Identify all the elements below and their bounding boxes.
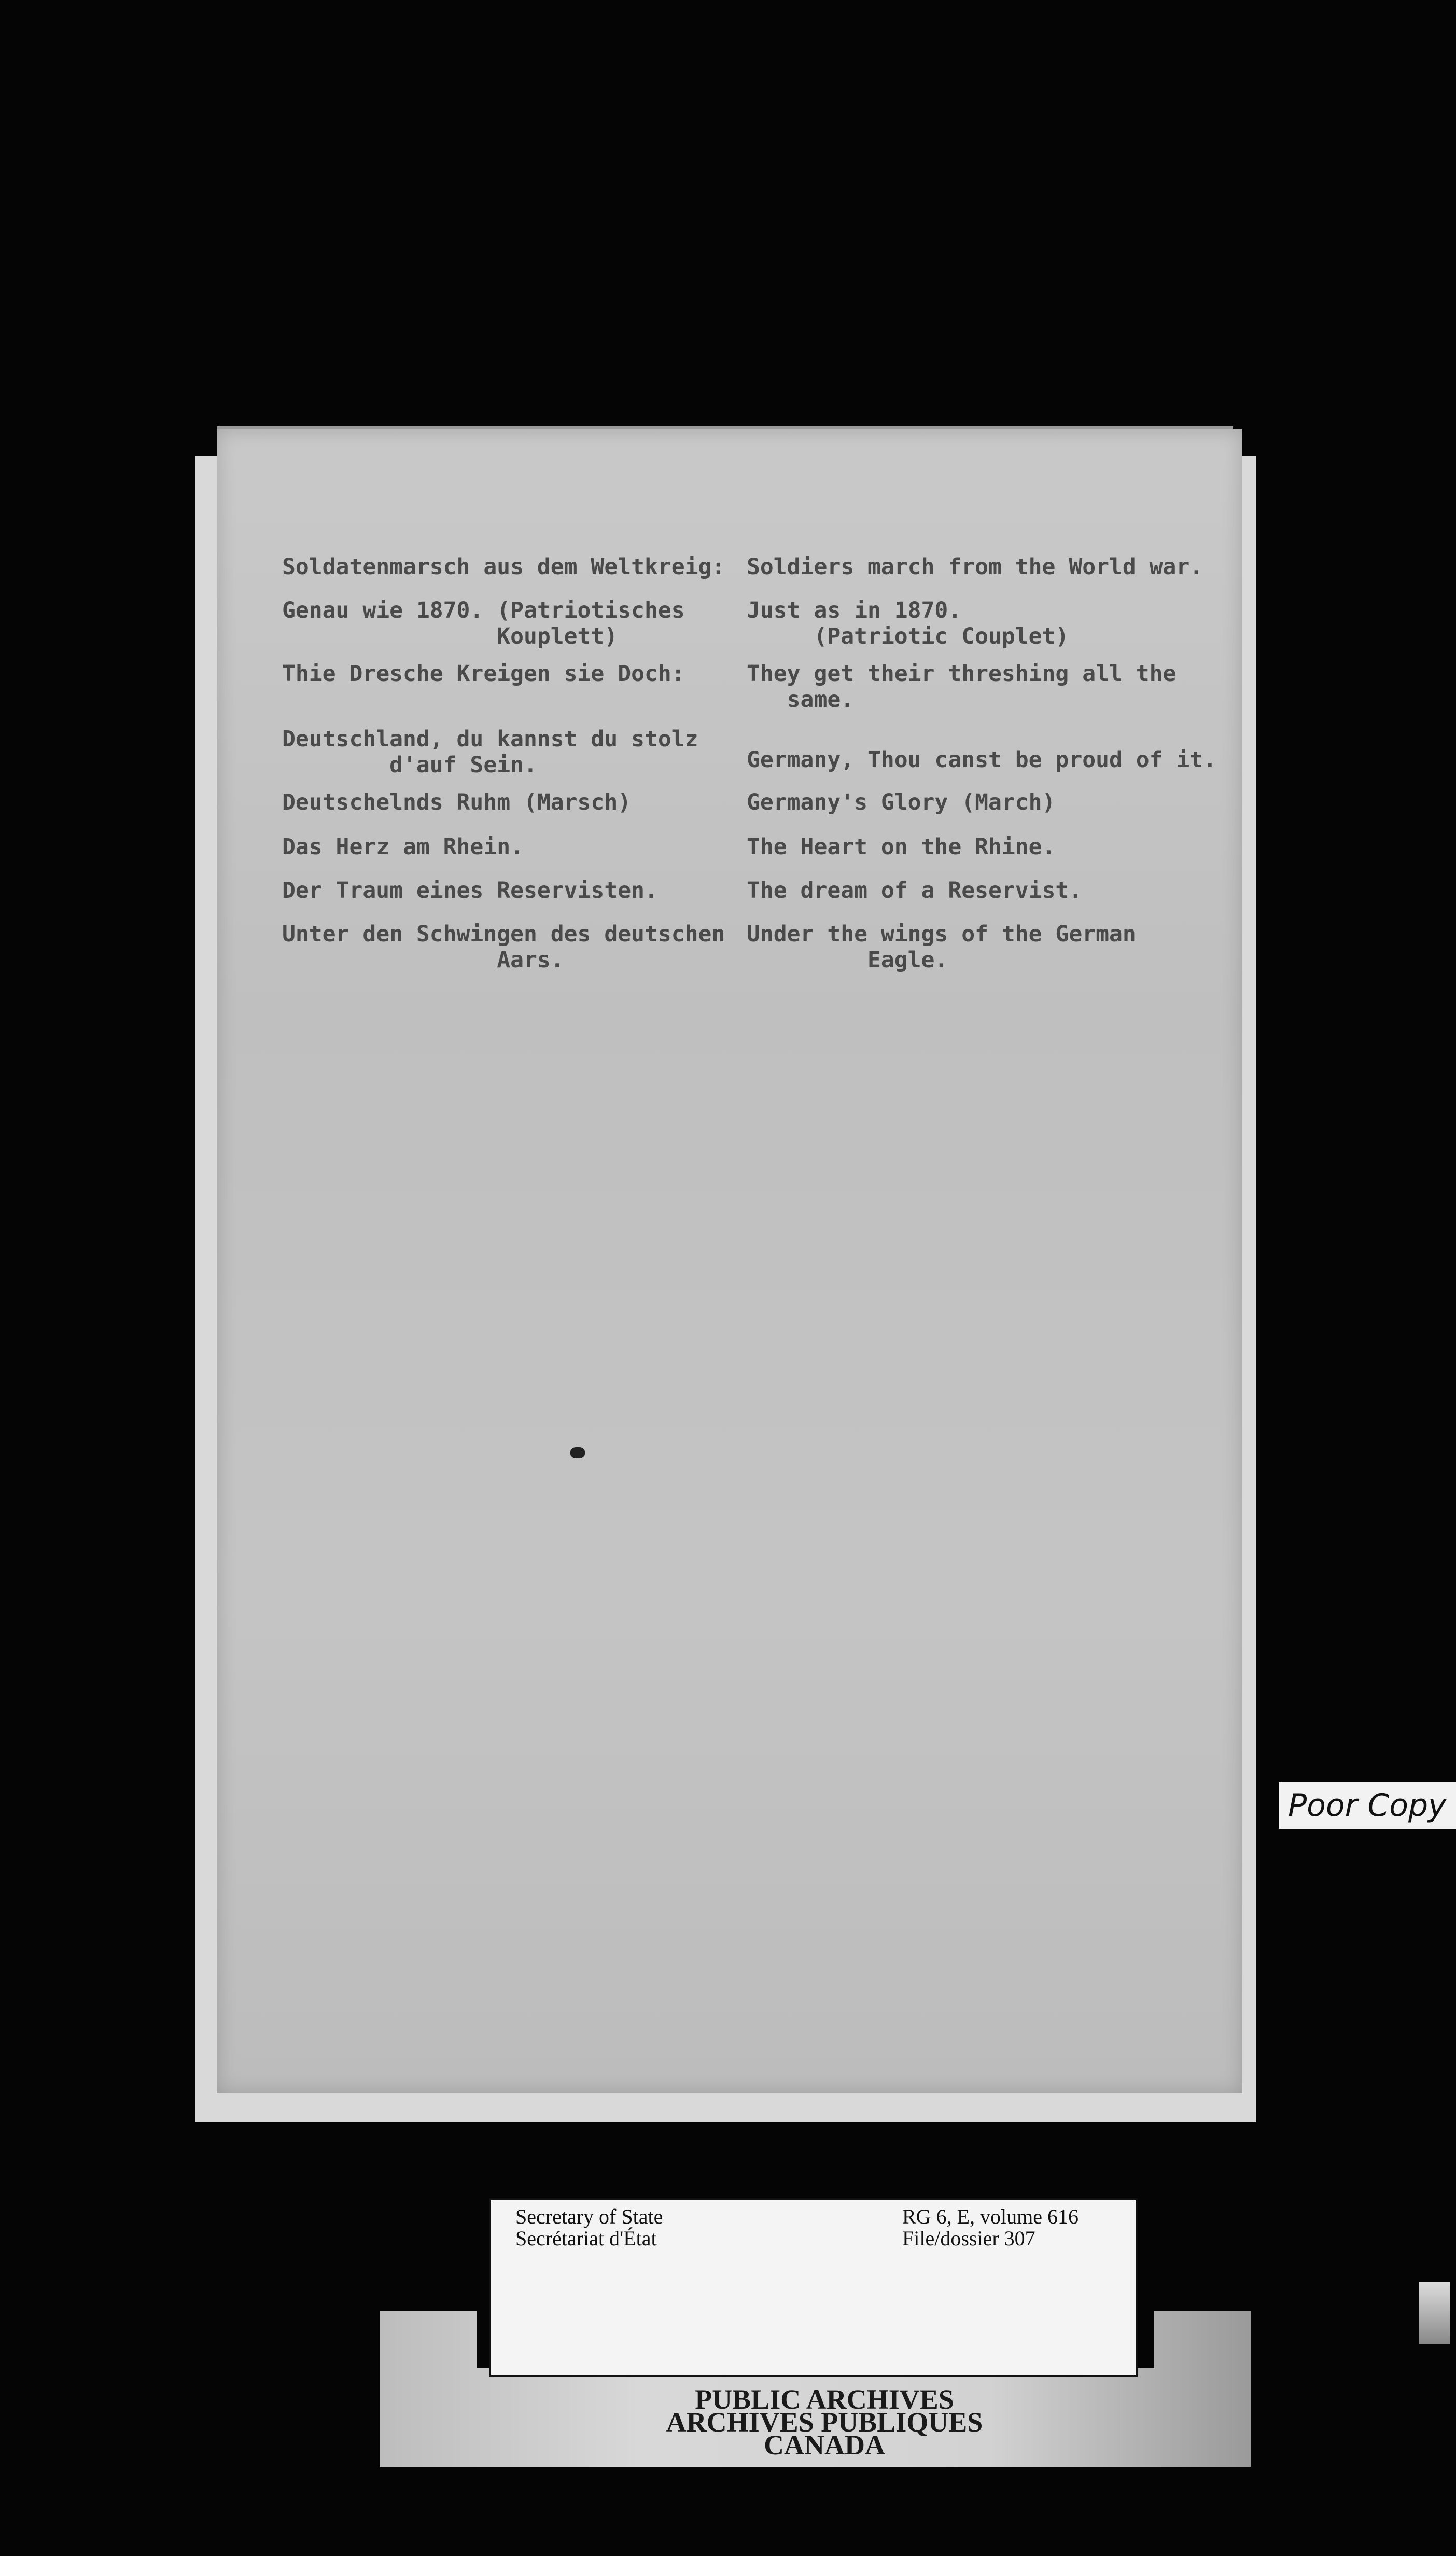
german-title-6: Das Herz am Rhein. [282,834,524,860]
ink-smudge [570,1447,585,1458]
english-title-5: Germany's Glory (March) [747,789,1056,815]
german-title-4: Deutschland, du kannst du stolz d'auf Sein. [282,726,698,778]
archives-country: CANADA [764,2429,885,2461]
english-title-1: Soldiers march from the World war. [747,554,1203,580]
german-title-2: Genau wie 1870. (Patriotisches Kouplett) [282,598,685,649]
english-title-3: They get their threshing all the same. [747,661,1177,713]
english-title-7: The dream of a Reservist. [747,878,1083,904]
german-title-8: Unter den Schwingen des deutschen Aars. [282,921,725,973]
film-edge-mark [1419,2282,1450,2344]
archives-name-french: ARCHIVES PUBLIQUES [666,2407,983,2438]
english-title-8: Under the wings of the German Eagle. [747,921,1136,973]
poor-copy-note: Poor Copy [1279,1782,1456,1829]
archives-name-english: PUBLIC ARCHIVES [695,2384,954,2415]
department-french: Secrétariat d'État [515,2227,657,2250]
department-english: Secretary of State [515,2205,663,2228]
english-title-2: Just as in 1870. (Patriotic Couplet) [747,598,1069,649]
english-title-4: Germany, Thou canst be proud of it. [747,747,1217,773]
german-title-7: Der Traum eines Reservisten. [282,878,658,904]
record-group: RG 6, E, volume 616 [902,2205,1079,2228]
german-title-5: Deutschelnds Ruhm (Marsch) [282,789,632,815]
german-title-3: Thie Dresche Kreigen sie Doch: [282,661,685,687]
german-title-1: Soldatenmarsch aus dem Weltkreig: [282,554,725,580]
english-title-6: The Heart on the Rhine. [747,834,1056,860]
file-number: File/dossier 307 [902,2227,1035,2250]
